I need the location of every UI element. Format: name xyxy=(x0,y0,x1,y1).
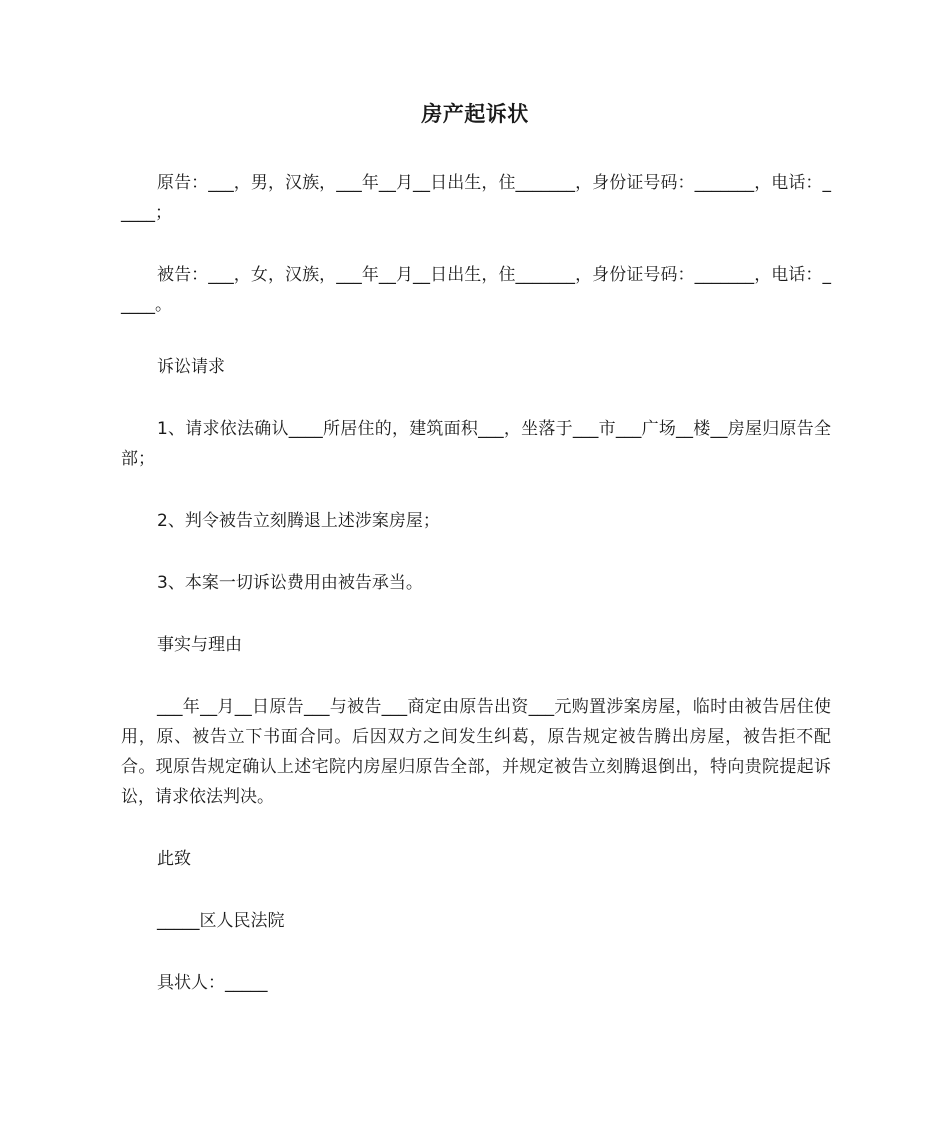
claim-item-3: 3、本案一切诉讼费用由被告承当。 xyxy=(157,573,423,593)
court-name: _____区人民法院 xyxy=(157,911,285,931)
claims-heading: 诉讼请求 xyxy=(157,357,225,377)
plaintiff-info-paragraph: 原告：___，男，汉族，___年__月__日出生，住_______，身份证号码：_______，电话：_____； xyxy=(121,173,831,223)
claim-item-2: 2、判令被告立刻腾退上述涉案房屋； xyxy=(157,511,440,531)
facts-heading: 事实与理由 xyxy=(157,635,242,655)
defendant-info-paragraph: 被告：___，女，汉族，___年__月__日出生，住_______，身份证号码：_______，电话：_____。 xyxy=(121,265,831,315)
signer-line: 具状人：_____ xyxy=(157,973,268,993)
facts-paragraph: ___年__月__日原告___与被告___商定由原告出资___元购置涉案房屋，临时由被告居住使用，原、被告立下书面合同。后因双方之间发生纠葛，原告规定被告腾出房屋，被告拒不配合。现原告规定确认上述宅院内房屋归原告全部，并规定被告立刻腾退倒出，特向贵院提起诉讼，请求依法判决。 xyxy=(121,697,831,807)
document-body xyxy=(121,168,831,1030)
salutation: 此致 xyxy=(157,849,191,869)
document-title: 房产起诉状 xyxy=(421,102,529,126)
claim-item-1: 1、请求依法确认____所居住的，建筑面积___，坐落于___市___广场__楼__房屋归原告全部； xyxy=(121,419,831,469)
